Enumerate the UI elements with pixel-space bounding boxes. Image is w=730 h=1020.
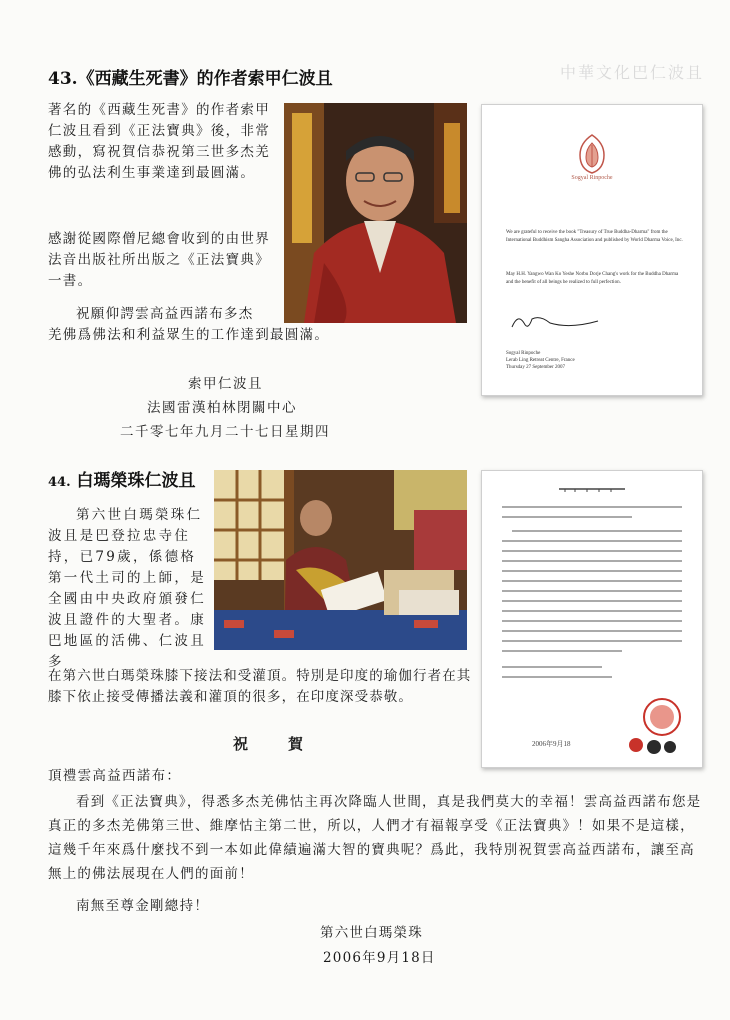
bleed-through-text: 中華文化巴仁波且: [559, 63, 704, 82]
lama-writing-photo: [214, 470, 467, 650]
portrait-photo: [284, 103, 467, 323]
letter-header-name: Sogyal Rinpoche: [571, 175, 613, 181]
blessing-title: 祝賀: [233, 735, 344, 753]
sogyal-letter: [481, 104, 703, 396]
letter-body-2: May H.H. Yangwo Wan Ko Yeshe Norbu Dorje Chang's work for the Buddha Dharma and the benefit of all beings be realized to full perfection.: [506, 272, 679, 285]
section-44-heading: [48, 466, 196, 491]
section-44-title: 白瑪榮珠仁波且: [76, 471, 196, 491]
section-44-sign-name: 第六世白瑪榮珠: [320, 925, 423, 941]
section-43-paragraph-3b: 羌佛爲佛法和利益眾生的工作達到最圓滿。: [48, 327, 330, 343]
red-seal-icon: [622, 697, 684, 759]
section-44-paragraph-1b: 在第六世白瑪榮珠膝下接法和受灌頂。特別是印度的瑜伽行者在其膝下依止接受傳播法義和灌頂的很多，在印度深受恭敬。: [48, 668, 472, 705]
blessing-closing: 南無至尊金剛總持！: [76, 898, 210, 914]
letter-sign-name: Sogyal Rinpoche: [506, 351, 541, 356]
tibetan-letter: [481, 470, 703, 768]
portrait-illustration: [284, 103, 467, 323]
tibetan-heading: [482, 485, 702, 495]
tibetan-heading-script: [557, 485, 627, 493]
section-43-sign-name: 索甲仁波且: [188, 376, 263, 392]
section-43-paragraph-1: 著名的《西藏生死書》的作者索甲仁波且看到《正法寶典》後，非常感動，寫祝賀信恭祝第三世多杰羌佛的弘法利生事業達到最圓滿。: [48, 102, 270, 181]
section-43-sign-date: 二千零七年九月二十七日星期四: [120, 424, 330, 440]
section-44-sign-date: 2006年9月18日: [323, 950, 436, 966]
handwritten-signature: [510, 311, 600, 333]
letter-signoff: [506, 350, 686, 371]
blessing-greeting: 頂禮雲高益西諾布：: [48, 768, 182, 784]
letter-sign-place: Lerab Ling Retreat Centre, France: [506, 358, 575, 363]
section-43-paragraph-3a: 祝願仰諤雲高益西諾布多杰: [76, 306, 254, 322]
lama-illustration: [214, 470, 467, 650]
lotus-emblem-icon: [574, 133, 610, 175]
tibetan-script-lines: [502, 501, 682, 691]
section-44-paragraph-1a: 第六世白瑪榮珠仁波且是巴登拉忠寺住持，已79歲，係德格第一代土司的上師，是全國由中央政府頒發仁波且證件的大聖者。康巴地區的活佛、仁波且多: [48, 507, 206, 670]
section-43-paragraph-2: 感謝從國際僧尼總會收到的由世界法音出版社所出版之《正法寶典》一書。: [48, 231, 270, 289]
blessing-body: 看到《正法寶典》，得悉多杰羌佛怙主再次降臨人世間，真是我們莫大的幸福！雲高益西諾布您是真正的多杰羌佛第三世、維摩怙主第二世，所以，人們才有福報享受《正法寶典》！如果不是這樣，這幾千年來爲什麼找不到一本如此偉績遍滿大智的寶典呢？爲此，我特別祝賀雲高益西諾布，讓至高無上的佛法展現在人們的面前！: [48, 794, 702, 882]
section-43-sign-place: 法國雷漢柏林閉關中心: [147, 400, 297, 416]
section-44-number: 44.: [48, 475, 71, 490]
tibetan-letter-date: 2006年9月18: [532, 740, 571, 748]
letter-body-1: We are grateful to receive the book "Treasury of True Buddha-Dharma" from the International Buddhism Sangha Association and published by World Dharma Voice, Inc.: [506, 230, 683, 243]
letter-sign-date: Thursday 27 September 2007: [506, 365, 566, 370]
section-43-heading: 43.《西藏生死書》的作者索甲仁波且: [48, 69, 333, 89]
